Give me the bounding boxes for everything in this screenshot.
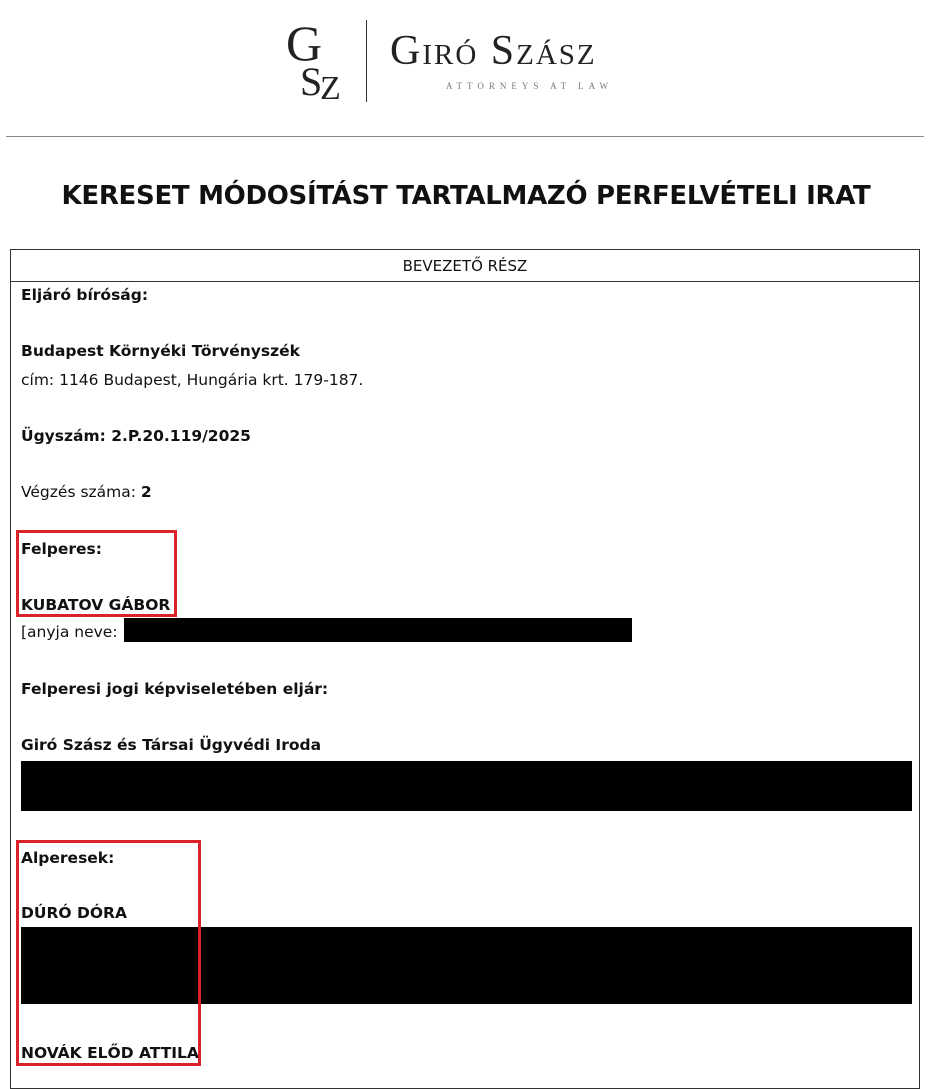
case-number	[21, 425, 251, 447]
court-label: Eljáró bíróság:	[21, 286, 149, 304]
highlight-defendants	[16, 840, 201, 1066]
section-header: BEVEZETŐ RÉSZ	[11, 250, 919, 282]
defendant-2-name: NOVÁK ELŐD ATTILA	[21, 1044, 199, 1062]
mother-name-label: [anyja neve:	[21, 623, 118, 641]
order-number	[21, 481, 152, 503]
case-number-label: Ügyszám:	[21, 427, 112, 445]
law-firm-name: Giró Szász és Társai Ügyvédi Iroda	[21, 736, 322, 754]
firm-name: Giró Szász	[390, 28, 597, 74]
defendant-1-name: DÚRÓ DÓRA	[21, 904, 127, 922]
logo-letter-z: Z	[320, 70, 341, 107]
order-number-value: 2	[140, 483, 152, 501]
court-address: cím: 1146 Budapest, Hungária krt. 179-187.	[21, 371, 364, 389]
redaction-law-firm-details	[21, 761, 912, 811]
order-number-label: Végzés száma:	[21, 483, 141, 501]
case-number-value: 2.P.20.119/2025	[111, 427, 251, 445]
redaction-mother-name	[124, 618, 632, 642]
court-name: Budapest Környéki Törvényszék	[21, 342, 300, 360]
logo-letter-s: S	[300, 59, 323, 104]
header-rule	[6, 136, 924, 137]
firm-tagline: ATTORNEYS AT LAW	[446, 81, 613, 91]
highlight-plaintiff	[16, 530, 177, 617]
document-title: KERESET MÓDOSÍTÁST TARTALMAZÓ PERFELVÉTELI IRAT	[61, 181, 871, 211]
plaintiff-label: Felperes:	[21, 540, 102, 558]
logo-divider	[366, 20, 367, 102]
plaintiff-name: KUBATOV GÁBOR	[21, 596, 171, 614]
logo-letter-g: G	[286, 15, 323, 71]
representation-label: Felperesi jogi képviseletében eljár:	[21, 680, 329, 698]
firm-logo	[280, 15, 352, 108]
defendants-label: Alperesek:	[21, 849, 115, 867]
